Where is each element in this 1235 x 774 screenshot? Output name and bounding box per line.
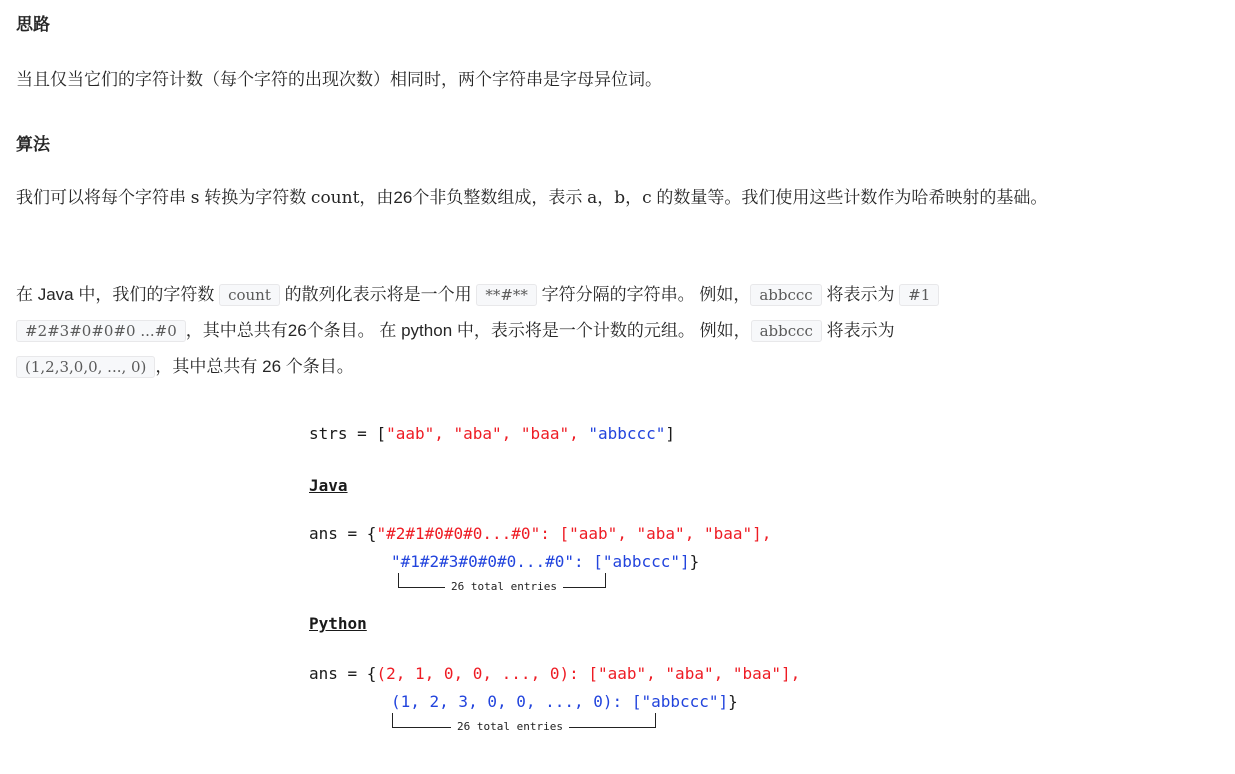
algorithm-heading: 算法 bbox=[16, 135, 50, 154]
algorithm-paragraph-2: 在 Java 中，我们的字符数 count 的散列化表示将是一个用 **#** 字符分隔的字符串。 例如， abbccc 将表示为 #1 #2#3#0#0#0 ...#0 ，其中总共有26个条目。 在 python 中，表示将是一个计数的元组。 例如， abbccc 将表示为 (1,2,3,0,0, ..., 0) ，其中总共有 26 个条目。 bbox=[16, 277, 1216, 385]
python-line-1: ans = {(2, 1, 0, 0, ..., 0): ["aab", "aba", "baa"], bbox=[309, 664, 801, 683]
java-line-1: ans = {"#2#1#0#0#0...#0": ["aab", "aba", "baa"], bbox=[309, 524, 772, 543]
inline-code-count: count bbox=[219, 284, 280, 306]
anagram-grouping-figure bbox=[293, 410, 933, 760]
java-bracket-label: 26 total entries bbox=[445, 580, 563, 593]
java-line-2: "#1#2#3#0#0#0...#0": ["abbccc"]} bbox=[391, 552, 700, 571]
var-a: a bbox=[587, 188, 598, 208]
var-count: count bbox=[310, 188, 360, 208]
python-label: Python bbox=[309, 614, 367, 633]
inline-code-python-tuple: (1,2,3,0,0, ..., 0) bbox=[16, 356, 155, 378]
inline-code-java-key-a: #1 bbox=[899, 284, 939, 306]
java-label: Java bbox=[309, 476, 348, 495]
algorithm-paragraph-1: 我们可以将每个字符串 s 转换为字符数 count，由26个非负整数组成，表示 a，b，c 的数量等。我们使用这些计数作为哈希映射的基础。 bbox=[16, 188, 1048, 208]
idea-heading: 思路 bbox=[16, 15, 50, 34]
var-s: s bbox=[190, 188, 200, 208]
inline-code-example: abbccc bbox=[750, 284, 821, 306]
var-c: c bbox=[642, 188, 652, 208]
idea-paragraph: 当且仅当它们的字符计数（每个字符的出现次数）相同时，两个字符串是字母异位词。 bbox=[16, 70, 662, 89]
var-b: b bbox=[614, 188, 626, 208]
python-bracket-label: 26 total entries bbox=[451, 720, 569, 733]
inline-code-java-key-b: #2#3#0#0#0 ...#0 bbox=[16, 320, 186, 342]
inline-code-example-2: abbccc bbox=[751, 320, 822, 342]
inline-code-separator: **#** bbox=[476, 284, 537, 306]
strs-line: strs = ["aab", "aba", "baa", "abbccc"] bbox=[309, 424, 676, 443]
python-line-2: (1, 2, 3, 0, 0, ..., 0): ["abbccc"]} bbox=[391, 692, 738, 711]
